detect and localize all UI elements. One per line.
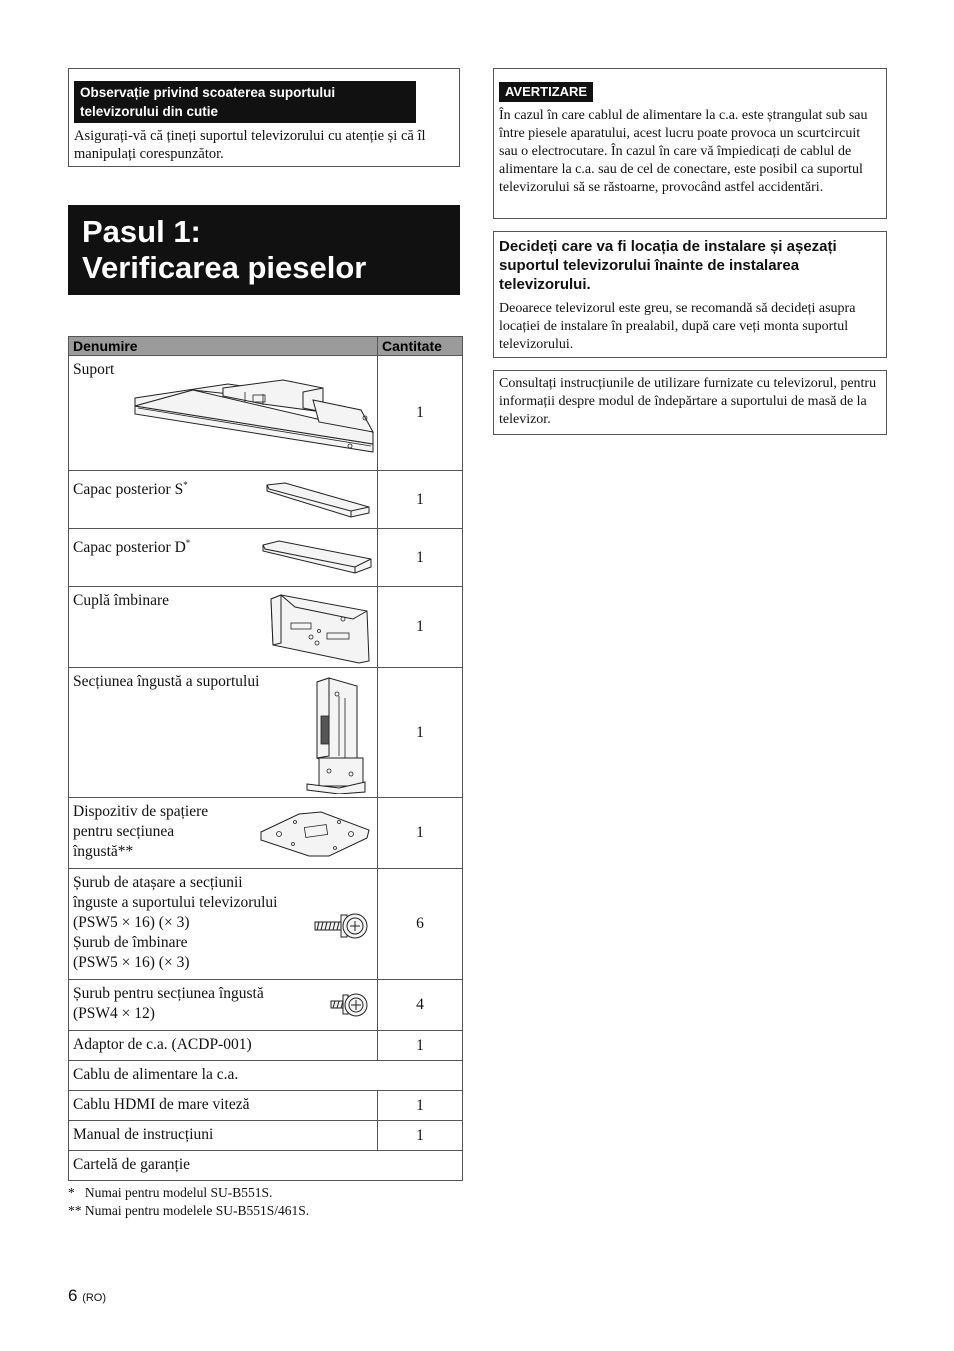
part-qty: 1 xyxy=(378,529,463,587)
table-row xyxy=(69,1061,463,1091)
page-number-value: 6 xyxy=(68,1286,78,1305)
parts-table-header xyxy=(69,337,463,356)
part-name: Capac posterior D xyxy=(73,539,186,557)
part-qty: 4 xyxy=(378,980,463,1031)
narrow-section-icon xyxy=(299,676,369,794)
part-name: Suport xyxy=(73,361,115,378)
footnote-2: ** Numai pentru modelele SU-B551S/461S. xyxy=(68,1203,310,1218)
table-row xyxy=(69,587,463,668)
part-name-cell xyxy=(69,1121,378,1151)
part-name-line: Șurub de atașare a secțiunii xyxy=(73,874,243,891)
part-qty: 1 xyxy=(378,1121,463,1151)
part-name-line: Șurub pentru secțiunea îngustă xyxy=(73,985,264,1002)
part-name-line: (PSW4 × 12) xyxy=(73,1005,155,1022)
part-name: Secțiunea îngustă a suportului xyxy=(73,673,260,690)
part-name: Capac posterior S xyxy=(73,481,184,499)
part-name-line: înguste a suportului televizorului xyxy=(73,894,278,911)
part-name-cell xyxy=(69,356,378,471)
part-name-cell xyxy=(69,798,378,869)
table-row xyxy=(69,1151,463,1181)
part-name-s xyxy=(73,475,373,500)
part-qty: 1 xyxy=(378,1031,463,1061)
part-name-cell xyxy=(69,980,378,1031)
table-row xyxy=(69,529,463,587)
part-name-cell xyxy=(69,1091,378,1121)
part-name-cell xyxy=(69,869,378,980)
step-title-line1: Pasul 1: xyxy=(82,214,201,249)
warning-label: AVERTIZARE xyxy=(499,82,593,102)
part-name-cell xyxy=(69,1031,378,1061)
part-qty: 1 xyxy=(378,587,463,668)
warning-text: În cazul în care cablul de alimentare la c.a. este ștrangulat sub sau între piesele aparatului, acest lucru poate provoca un scurtcircuit sau o electrocutare. În cazul în care vă împiedicați de cablul de alimentare la c.a. sau de cel de conectare, este posibil ca suportul televizorului să se răstoarne, provocând astfel accidentări. xyxy=(499,108,868,195)
part-name-cell xyxy=(69,1151,463,1181)
part-name-cell xyxy=(69,1061,463,1091)
footnote-1: * Numai pentru modelul SU-B551S. xyxy=(68,1185,273,1200)
part-name: Cablu de alimentare la c.a. xyxy=(73,1066,239,1083)
part-name-line: (PSW5 × 16) (× 3) xyxy=(73,914,190,931)
part-name: Manual de instrucțiuni xyxy=(73,1126,214,1143)
placement-box xyxy=(493,231,887,358)
table-row xyxy=(69,1121,463,1151)
stand-base-icon xyxy=(133,378,378,458)
step-title xyxy=(68,205,460,295)
part-name-line: Șurub de îmbinare xyxy=(73,934,188,951)
parts-table xyxy=(68,336,463,1181)
table-row xyxy=(69,980,463,1031)
page-lang: (RO) xyxy=(82,1292,107,1304)
part-qty: 6 xyxy=(378,869,463,980)
consult-box xyxy=(493,370,887,435)
part-name-line: Dispozitiv de spațiere xyxy=(73,803,209,820)
footnote-marker: * xyxy=(183,480,188,490)
page-number xyxy=(68,1286,106,1306)
part-qty: 1 xyxy=(378,356,463,471)
warning-box xyxy=(493,68,887,219)
footnote-marker: * xyxy=(185,538,191,548)
unpacking-note-text: Asigurați-vă că țineți suportul televizorului cu atenție și că îl manipulați corespunzător. xyxy=(74,128,426,162)
part-name-cell xyxy=(69,471,378,529)
part-name: Cuplă îmbinare xyxy=(73,592,169,609)
table-row xyxy=(69,668,463,798)
part-name: Adaptor de c.a. (ACDP-001) xyxy=(73,1036,252,1053)
table-row xyxy=(69,1091,463,1121)
part-qty: 1 xyxy=(378,1091,463,1121)
header-name: Denumire xyxy=(69,337,378,356)
part-name-d xyxy=(73,533,373,558)
part-name-cell xyxy=(69,587,378,668)
part-name-cell xyxy=(69,668,378,798)
header-qty: Cantitate xyxy=(378,337,463,356)
part-name-line: pentru secțiunea xyxy=(73,823,175,840)
part-qty: 1 xyxy=(378,798,463,869)
part-name-cell xyxy=(69,529,378,587)
consult-text: Consultați instrucțiunile de utilizare furnizate cu televizorul, pentru informații despre modul de îndepărtare a suportului de masă de la televizor. xyxy=(499,376,877,427)
part-name-line: (PSW5 × 16) (× 3) xyxy=(73,954,190,971)
table-row xyxy=(69,356,463,471)
part-name: Cartelă de garanție xyxy=(73,1156,191,1173)
placement-title: Decideți care va fi locația de instalare și așezați suportul televizorului înainte de instalarea televizorului. xyxy=(499,238,837,293)
placement-text: Deoarece televizorul este greu, se recomandă să decideți asupra locației de instalare în prealabil, după care veți monta suportul televizorului. xyxy=(499,301,856,352)
table-row xyxy=(69,798,463,869)
step-title-line2: Verificarea pieselor xyxy=(82,250,367,285)
footnotes xyxy=(68,1184,309,1220)
unpacking-note-box xyxy=(68,68,460,167)
part-name-line: îngustă** xyxy=(73,843,134,860)
table-row xyxy=(69,869,463,980)
table-row xyxy=(69,471,463,529)
table-row xyxy=(69,1031,463,1061)
part-qty: 1 xyxy=(378,668,463,798)
part-qty: 1 xyxy=(378,471,463,529)
unpacking-note-title: Observație privind scoaterea suportului televizorului din cutie xyxy=(74,81,416,123)
part-name: Cablu HDMI de mare viteză xyxy=(73,1096,250,1113)
